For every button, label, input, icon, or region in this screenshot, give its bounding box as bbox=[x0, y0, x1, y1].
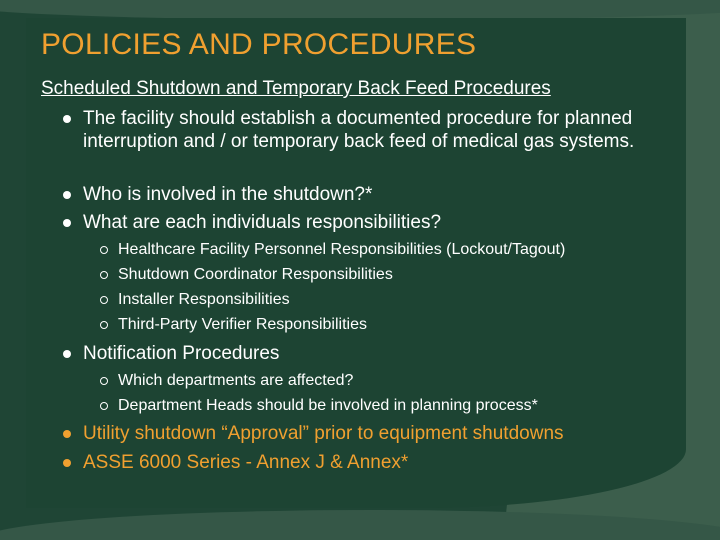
sub-bullet-text: Department Heads should be involved in planning process* bbox=[118, 397, 538, 414]
sub-bullet-ring-icon bbox=[100, 321, 108, 329]
sub-bullet-ring-icon bbox=[100, 296, 108, 304]
bullet-dot-icon bbox=[63, 459, 71, 467]
slide-subtitle: Scheduled Shutdown and Temporary Back Feed Procedures bbox=[41, 78, 551, 99]
bullet-dot-icon bbox=[63, 350, 71, 358]
bullet-dot-icon bbox=[63, 219, 71, 227]
sub-bullet-text: Installer Responsibilities bbox=[118, 291, 290, 308]
sub-bullet-ring-icon bbox=[100, 402, 108, 410]
sub-bullet-ring-icon bbox=[100, 271, 108, 279]
sub-bullet-text: Which departments are affected? bbox=[118, 372, 354, 389]
bullet-dot-icon bbox=[63, 115, 71, 123]
bullet-text: Utility shutdown “Approval” prior to equipment shutdowns bbox=[83, 423, 564, 444]
bullet-text: What are each individuals responsibilities? bbox=[83, 212, 442, 233]
background-shape-top bbox=[0, 0, 720, 20]
sub-bullet-text: Healthcare Facility Personnel Responsibilities (Lockout/Tagout) bbox=[118, 241, 566, 258]
bullet-text: Who is involved in the shutdown?* bbox=[83, 184, 373, 205]
sub-bullet-ring-icon bbox=[100, 246, 108, 254]
bullet-dot-icon bbox=[63, 191, 71, 199]
bullet-text: The facility should establish a documented procedure for planned interruption and / or temporary back feed of medical gas systems. bbox=[83, 108, 635, 152]
bullet-dot-icon bbox=[63, 430, 71, 438]
bullet-text: Notification Procedures bbox=[83, 343, 280, 364]
sub-bullet-ring-icon bbox=[100, 377, 108, 385]
bullet-text: ASSE 6000 Series - Annex J & Annex* bbox=[83, 452, 409, 473]
slide-title: POLICIES AND PROCEDURES bbox=[41, 28, 477, 61]
sub-bullet-text: Shutdown Coordinator Responsibilities bbox=[118, 266, 393, 283]
sub-bullet-text: Third-Party Verifier Responsibilities bbox=[118, 316, 367, 333]
